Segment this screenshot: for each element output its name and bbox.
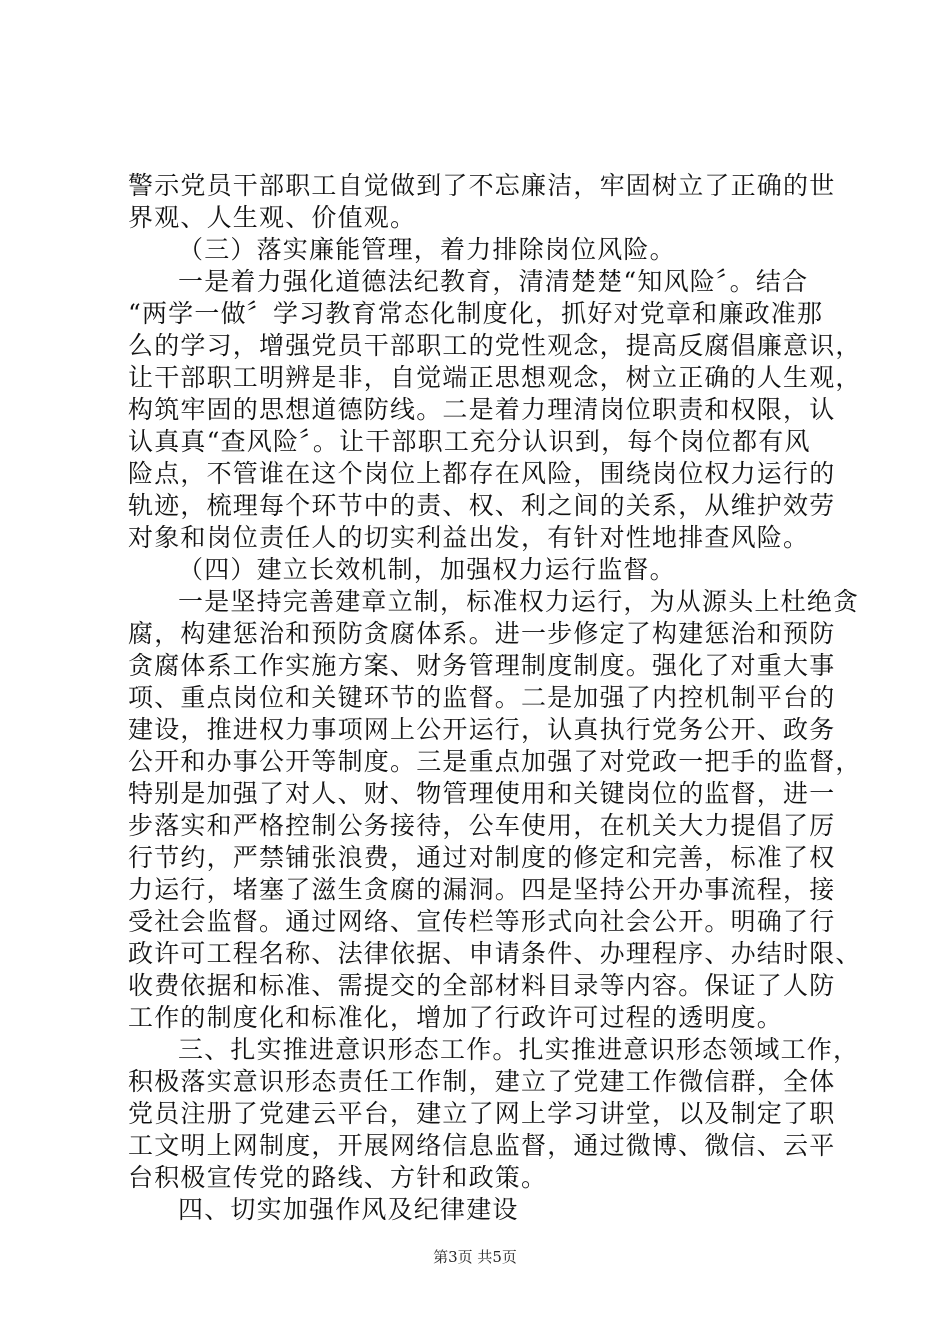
text-line: 贪腐体系工作实施方案、财务管理制度制度。强化了对重大事 <box>128 651 836 680</box>
text-line: 对象和岗位责任人的切实利益出发，有针对性地排查风险。 <box>128 523 810 552</box>
section-heading: （四）建立长效机制，加强权力运行监督。 <box>178 555 676 584</box>
section-heading: （三）落实廉能管理，着力排除岗位风险。 <box>178 235 676 264</box>
page-footer: 第3页 共5页 <box>433 1248 517 1266</box>
text-line: 么的学习，增强党员干部职工的党性观念，提高反腐倡廉意识， <box>128 331 862 360</box>
text-line: 积极落实意识形态责任工作制，建立了党建工作微信群，全体 <box>128 1067 836 1096</box>
text-line: 险点，不管谁在这个岗位上都存在风险，围绕岗位权力运行的 <box>128 459 836 488</box>
text-line: 步落实和严格控制公务接待，公车使用，在机关大力提倡了厉 <box>128 811 836 840</box>
text-line: 政许可工程名称、法律依据、申请条件、办理程序、办结时限、 <box>128 939 862 968</box>
text-line: 台积极宣传党的路线、方针和政策。 <box>128 1163 548 1192</box>
paragraph-start: 一是着力强化道德法纪教育，清清楚楚“知风险〞。结合 <box>178 267 809 296</box>
text-line: 工作的制度化和标准化，增加了行政许可过程的透明度。 <box>128 1003 784 1032</box>
text-line: 建设，推进权力事项网上公开运行，认真执行党务公开、政务 <box>128 715 836 744</box>
text-line: 行节约，严禁铺张浪费，通过对制度的修定和完善，标准了权 <box>128 843 836 872</box>
text-line: 特别是加强了对人、财、物管理使用和关键岗位的监督，进一 <box>128 779 836 808</box>
text-line: 腐，构建惩治和预防贪腐体系。进一步修定了构建惩治和预防 <box>128 619 836 648</box>
text-line: 轨迹，梳理每个环节中的责、权、利之间的关系，从维护效劳 <box>128 491 836 520</box>
text-line: 工文明上网制度，开展网络信息监督，通过微博、微信、云平 <box>128 1131 836 1160</box>
text-line: 受社会监督。通过网络、宣传栏等形式向社会公开。明确了行 <box>128 907 836 936</box>
text-line: 警示党员干部职工自觉做到了不忘廉洁，牢固树立了正确的世 <box>128 171 836 200</box>
text-line: 构筑牢固的思想道德防线。二是着力理清岗位职责和权限，认 <box>128 395 836 424</box>
text-line: 认真真“查风险〞。让干部职工充分认识到，每个岗位都有风 <box>128 427 811 456</box>
text-line: 界观、人生观、价值观。 <box>128 203 417 232</box>
text-line: 公开和办事公开等制度。三是重点加强了对党政一把手的监督， <box>128 747 862 776</box>
section-heading: 四、切实加强作风及纪律建设 <box>178 1195 519 1224</box>
text-line: 让干部职工明辨是非，自觉端正思想观念，树立正确的人生观， <box>128 363 862 392</box>
document-body <box>128 170 862 1226</box>
text-line: 党员注册了党建云平台，建立了网上学习讲堂，以及制定了职 <box>128 1099 836 1128</box>
paragraph-start: 三、扎实推进意识形态工作。扎实推进意识形态领域工作， <box>178 1035 860 1064</box>
text-line: 项、重点岗位和关键环节的监督。二是加强了内控机制平台的 <box>128 683 836 712</box>
text-line: 收费依据和标准、需提交的全部材料目录等内容。保证了人防 <box>128 971 836 1000</box>
text-line: “两学一做〞学习教育常态化制度化，抓好对党章和廉政准那 <box>128 299 824 328</box>
text-line: 力运行，堵塞了滋生贪腐的漏洞。四是坚持公开办事流程，接 <box>128 875 836 904</box>
paragraph-start: 一是坚持完善建章立制，标准权力运行，为从源头上杜绝贪 <box>178 587 860 616</box>
